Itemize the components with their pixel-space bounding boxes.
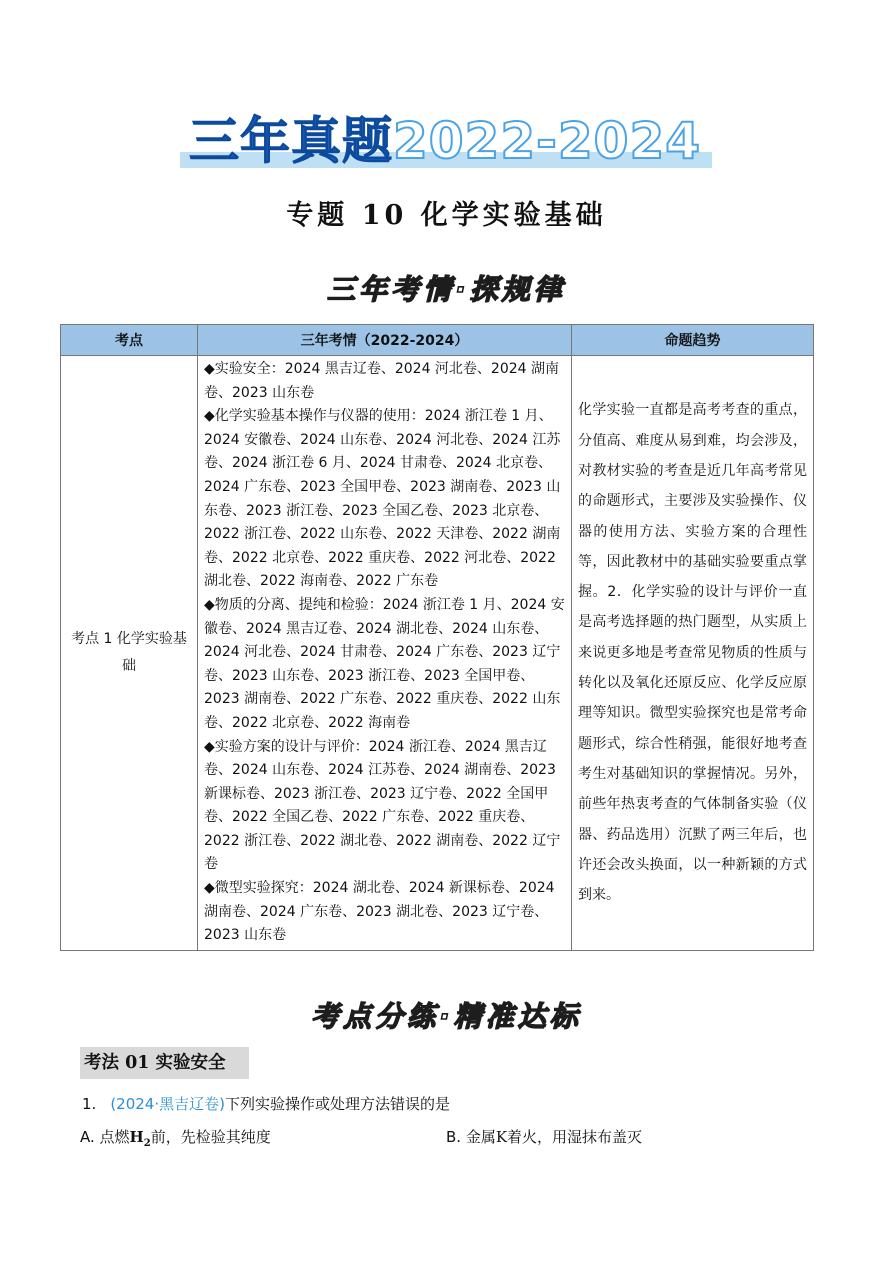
banner-part2: 2022-2024 <box>392 112 702 170</box>
table-row <box>61 356 814 951</box>
cell-trend: 化学实验一直都是高考考查的重点，分值高、难度从易到难，均会涉及，对教材实验的考查是近几年高考常见的命题形式，主要涉及实验操作、仪器的使用方法、实验方案的合理性等，因此教材中的基础实验要重点掌握。2．化学实验的设计与评价一直是高考选择题的热门题型，从实质上来说更多地是考查常见物质的性质与转化以及氧化还原反应、化学反应原理等知识。微型实验探究也是常考命题形式，综合性稍强，能很好地考查考生对基础知识的掌握情况。另外，前些年热衷考查的气体制备实验（仪器、药品选用）沉默了两三年后，也许还会改头换面，以一种新颖的方式到来。 <box>572 356 814 951</box>
header-point: 考点 <box>61 325 198 356</box>
history-item: ◆物质的分离、提纯和检验：2024 浙江卷 1 月、2024 安徽卷、2024 黑吉辽卷、2024 湖北卷、2024 山东卷、2024 河北卷、2024 甘肃卷、2024 广东卷、2023 辽宁卷、2023 山东卷、2023 浙江卷、2023 全国甲卷、2023 湖南卷、2022 广东卷、2022 重庆卷、2022 山东卷、2022 北京卷、2022 海南卷 <box>204 596 565 731</box>
method-heading: 考法 01 实验安全 <box>80 1047 249 1079</box>
chem-formula-symbol: H <box>129 1128 144 1146</box>
document-title: 专题 10 化学实验基础 <box>286 200 607 231</box>
question-source-link[interactable]: (2024·黑吉辽卷) <box>110 1095 225 1113</box>
option-a[interactable] <box>80 1126 271 1155</box>
section-banner-trends-text: 三年考情·探规律 <box>313 270 580 310</box>
option-a-suffix: 前，先检验其纯度 <box>150 1128 271 1146</box>
exam-trends-table <box>60 324 814 951</box>
chem-formula-k: K <box>495 1128 508 1146</box>
section-banner-practice-text: 考点分练·精准达标 <box>297 997 596 1037</box>
option-a-prefix: A. 点燃 <box>80 1128 130 1146</box>
option-b-suffix: 着火，用湿抹布盖灭 <box>507 1128 643 1146</box>
option-b-prefix: B. 金属 <box>446 1128 496 1146</box>
history-item: ◆实验安全：2024 黑吉辽卷、2024 河北卷、2024 湖南卷、2023 山东卷 <box>204 361 560 401</box>
header-history: 三年考情（2022-2024） <box>198 325 572 356</box>
chem-formula-subscript: 2 <box>143 1138 151 1149</box>
header-trend: 命题趋势 <box>572 325 814 356</box>
cell-point: 考点 1 化学实验基础 <box>61 356 198 951</box>
question-stem: 下列实验操作或处理方法错误的是 <box>224 1095 450 1113</box>
table-header-row <box>61 325 814 356</box>
chem-formula-h2 <box>129 1128 151 1149</box>
banner-part1: 三年真题 <box>188 112 393 170</box>
history-item: ◆化学实验基本操作与仪器的使用：2024 浙江卷 1 月、2024 安徽卷、2024 山东卷、2024 河北卷、2024 江苏卷、2024 浙江卷 6 月、2024 甘肃卷、2024 北京卷、2024 广东卷、2023 全国甲卷、2023 湖南卷、2023 山东卷、2023 浙江卷、2023 全国乙卷、2023 北京卷、2022 浙江卷、2022 山东卷、2022 天津卷、2022 湖南卷、2022 北京卷、2022 重庆卷、2022 河北卷、2022 湖北卷、2022 海南卷、2022 广东卷 <box>204 408 561 590</box>
history-item: ◆微型实验探究：2024 湖北卷、2024 新课标卷、2024 湖南卷、2024 广东卷、2023 湖北卷、2023 辽宁卷、2023 山东卷 <box>204 880 555 944</box>
question-number: 1. <box>82 1095 97 1113</box>
history-item: ◆实验方案的设计与评价：2024 浙江卷、2024 黑吉辽卷、2024 山东卷、2024 江苏卷、2024 湖南卷、2023 新课标卷、2023 浙江卷、2023 辽宁卷、2022 全国甲卷、2022 全国乙卷、2022 广东卷、2022 重庆卷、2022 浙江卷、2022 湖北卷、2022 湖南卷、2022 辽宁卷 <box>204 738 561 873</box>
banner-text <box>178 108 712 174</box>
option-b[interactable] <box>446 1126 642 1148</box>
section-banner-trends <box>0 270 893 310</box>
cell-history <box>198 356 572 951</box>
title-banner <box>178 108 712 174</box>
section-banner-practice <box>0 997 893 1037</box>
question-1 <box>82 1094 450 1114</box>
